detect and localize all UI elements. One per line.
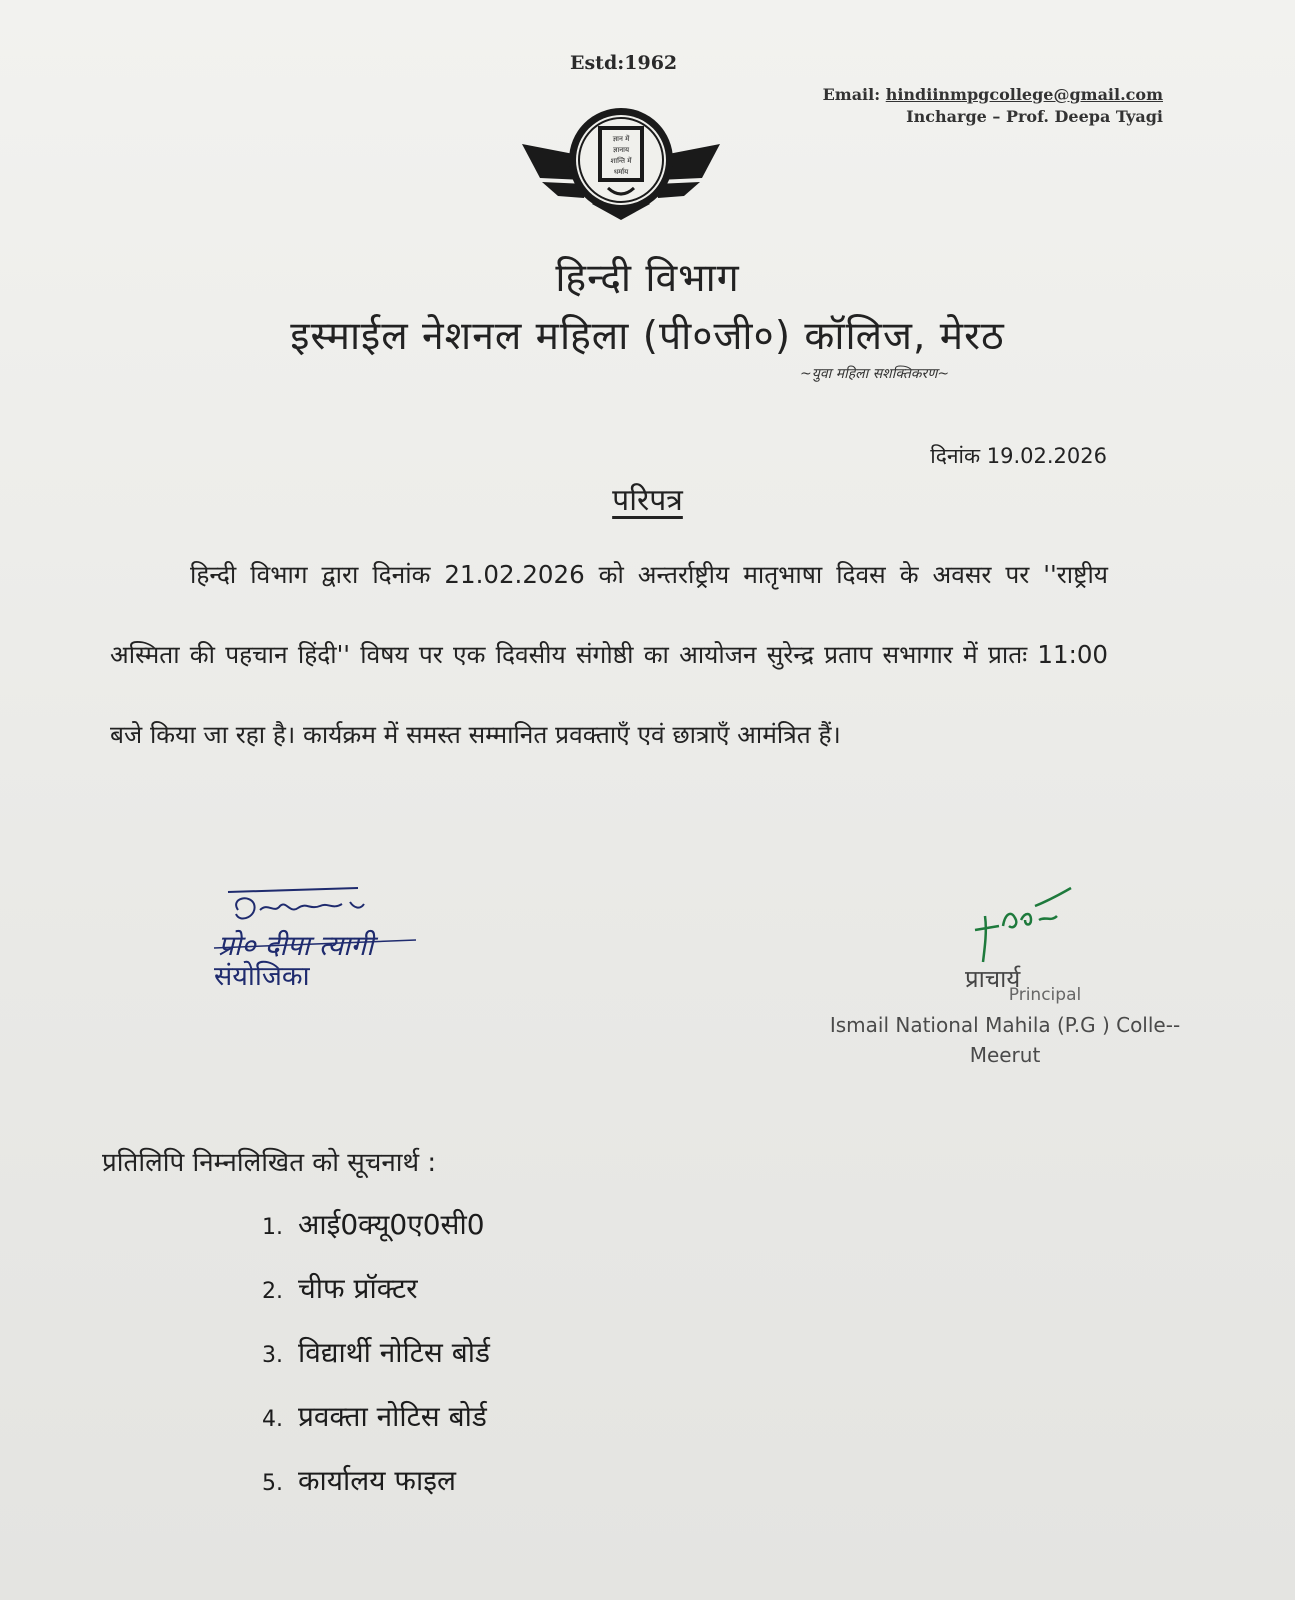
- list-item: [262, 1397, 490, 1461]
- college-tagline: ~युवा महिला सशक्तिकरण~: [800, 366, 950, 382]
- list-item: [262, 1269, 490, 1333]
- coordinator-signature-block: [210, 880, 450, 1010]
- circular-date: दिनांक 19.02.2026: [930, 444, 1107, 468]
- principal-city: Meerut: [969, 1043, 1041, 1067]
- principal-title-english: Principal: [1008, 985, 1082, 1005]
- principal-signature-icon: [965, 880, 1085, 970]
- contact-block: [823, 84, 1163, 128]
- list-item-number: 1.: [262, 1215, 283, 1240]
- list-item-number: 5.: [262, 1471, 283, 1496]
- circular-body-text: हिन्दी विभाग द्वारा दिनांक 21.02.2026 को अन्तर्राष्ट्रीय मातृभाषा दिवस के अवसर पर ''राष्ट्रीय अस्मिता की पहचान हिंदी'' विषय पर एक दिवसीय संगोष्ठी का आयोजन सुरेन्द्र प्रताप सभागार में प्रातः 11:00 बजे किया जा रहा है। कार्यक्रम में समस्त सम्मानित प्रवक्ताएँ एवं छात्राएँ आमंत्रित हैं।: [110, 560, 1108, 749]
- list-item-text: विद्यार्थी नोटिस बोर्ड: [298, 1336, 490, 1369]
- principal-college: Ismail National Mahila (P.G ) Colle--: [829, 1013, 1181, 1037]
- principal-signature-block: [805, 880, 1205, 1080]
- emblem-motto-4: धर्माय: [613, 168, 629, 176]
- copy-to-list: [262, 1205, 490, 1525]
- emblem-motto-1: ज्ञान में: [612, 135, 630, 143]
- coordinator-role: संयोजिका: [214, 961, 310, 992]
- list-item: [262, 1205, 490, 1269]
- college-emblem-icon: [522, 104, 720, 222]
- list-item: [262, 1461, 490, 1525]
- circular-title: परिपत्र: [612, 483, 683, 518]
- list-item-text: आई0क्यू0ए0सी0: [298, 1208, 485, 1241]
- list-item-number: 3.: [262, 1343, 283, 1368]
- department-name: हिन्दी विभाग: [555, 256, 740, 301]
- email-label: Email:: [822, 85, 881, 104]
- list-item-text: प्रवक्ता नोटिस बोर्ड: [298, 1400, 487, 1433]
- principal-title-hindi: प्राचार्य: [965, 965, 1021, 993]
- email-line: [823, 84, 1163, 106]
- copy-to-heading: प्रतिलिपि निम्नलिखित को सूचनार्थ :: [102, 1148, 437, 1178]
- incharge-line: Incharge – Prof. Deepa Tyagi: [906, 107, 1163, 126]
- emblem-motto-2: ज्ञानाय: [612, 146, 630, 154]
- coordinator-name: प्रो० दीपा त्यागी: [218, 929, 374, 962]
- college-name: इस्माईल नेशनल महिला (पी०जी०) कॉलिज, मेरठ: [290, 314, 1005, 359]
- email-link[interactable]: hindiinmpgcollege@gmail.com: [885, 85, 1163, 104]
- emblem-motto-3: शान्ति में: [610, 157, 632, 165]
- list-item-text: कार्यालय फाइल: [298, 1464, 456, 1497]
- established-year: Estd:1962: [570, 52, 678, 74]
- list-item-number: 4.: [262, 1407, 283, 1432]
- principal-stamp: [805, 980, 1205, 1070]
- list-item-number: 2.: [262, 1279, 283, 1304]
- list-item: [262, 1333, 490, 1397]
- list-item-text: चीफ प्रॉक्टर: [298, 1272, 418, 1305]
- circular-body: [110, 535, 1108, 775]
